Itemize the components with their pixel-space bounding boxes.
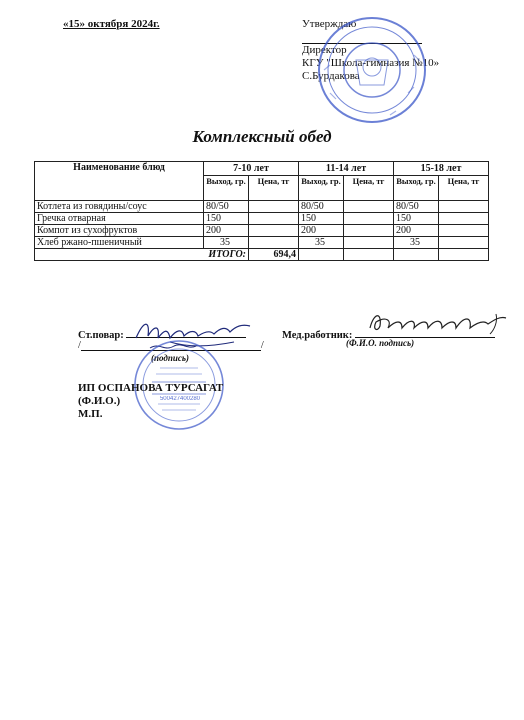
subheader-yield: Выход, гр. [394, 176, 439, 201]
subheader-price: Цена, тг [249, 176, 299, 201]
dish-name: Хлеб ржано-пшеничный [35, 237, 204, 249]
price-cell [439, 225, 489, 237]
price-cell [439, 213, 489, 225]
yield-cell: 200 [299, 225, 344, 237]
yield-cell: 80/50 [204, 201, 249, 213]
yield-cell: 35 [204, 237, 249, 249]
table-row [35, 237, 489, 249]
entrepreneur-block [78, 382, 223, 421]
yield-cell: 80/50 [299, 201, 344, 213]
slash-right: / [260, 340, 264, 351]
empty-cell [344, 249, 394, 261]
seal-place-label: М.П. [78, 408, 103, 420]
approve-label: Утверждаю [302, 18, 357, 30]
price-cell [344, 213, 394, 225]
dish-name: Компот из сухофруктов [35, 225, 204, 237]
fio-caption: (Ф.И.О.) [78, 395, 121, 407]
table-header-row [35, 162, 489, 176]
table-row [35, 225, 489, 237]
price-cell [344, 225, 394, 237]
price-cell [249, 201, 299, 213]
yield-cell: 150 [204, 213, 249, 225]
yield-cell: 80/50 [394, 201, 439, 213]
column-header-age-7-10: 7-10 лет [204, 162, 299, 176]
subheader-yield: Выход, гр. [204, 176, 249, 201]
total-label: ИТОГО: [35, 249, 249, 261]
subheader-yield: Выход, гр. [299, 176, 344, 201]
table-row [35, 213, 489, 225]
column-header-age-11-14: 11-14 лет [299, 162, 394, 176]
price-cell [439, 201, 489, 213]
price-cell [344, 201, 394, 213]
page-title: Комплексный обед [192, 127, 332, 146]
price-cell [249, 237, 299, 249]
column-header-age-15-18: 15-18 лет [394, 162, 489, 176]
subheader-price: Цена, тг [439, 176, 489, 201]
price-cell [439, 237, 489, 249]
yield-cell: 35 [394, 237, 439, 249]
menu-table [34, 161, 489, 261]
entrepreneur-name: ИП ОСПАНОВА ТУРСАГАТ [78, 382, 224, 394]
price-cell [344, 237, 394, 249]
dish-name: Котлета из говядины/соус [35, 201, 204, 213]
dish-name: Гречка отварная [35, 213, 204, 225]
yield-cell: 200 [204, 225, 249, 237]
empty-cell [299, 249, 344, 261]
empty-cell [439, 249, 489, 261]
column-header-dish: Наименование блюд [35, 162, 204, 201]
yield-cell: 150 [394, 213, 439, 225]
yield-cell: 150 [299, 213, 344, 225]
table-total-row [35, 249, 489, 261]
approve-organization: КГУ "Школа-гимназия №10» [302, 57, 440, 69]
price-cell [249, 225, 299, 237]
med-worker-caption: (Ф.И.О. подпись) [346, 338, 415, 348]
approve-position: Директор [302, 44, 347, 56]
empty-cell [394, 249, 439, 261]
round-stamp-top [316, 15, 428, 125]
med-worker-handwritten-signature [366, 306, 512, 340]
document-date: «15» октября 2024г. [63, 18, 160, 30]
cook-label: Ст.повар: [78, 330, 124, 341]
price-cell [249, 213, 299, 225]
subheader-price: Цена, тг [344, 176, 394, 201]
med-worker-label: Мед.работник: [282, 330, 353, 341]
table-row [35, 201, 489, 213]
yield-cell: 200 [394, 225, 439, 237]
slash-left: / [78, 340, 81, 351]
yield-cell: 35 [299, 237, 344, 249]
stamp-registration-number: 500427400280 [159, 396, 201, 402]
total-value: 694,4 [249, 249, 299, 261]
signature-caption: (подпись) [151, 353, 189, 363]
approve-name: С.Бурдакова [302, 70, 360, 82]
